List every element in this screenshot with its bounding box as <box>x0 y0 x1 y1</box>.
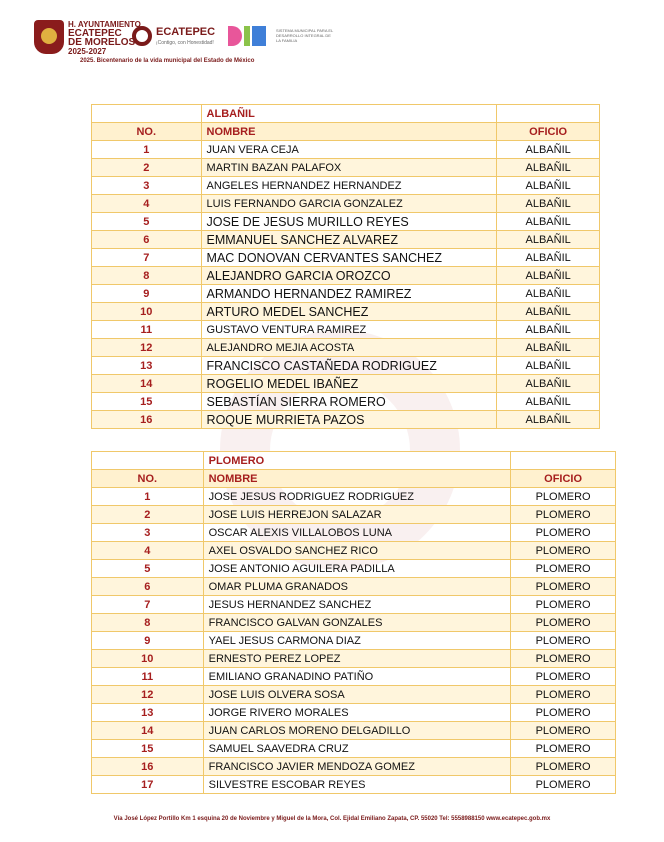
row-trade: PLOMERO <box>511 542 616 560</box>
table-row <box>92 393 600 411</box>
row-name: JOSE DE JESUS MURILLO REYES <box>201 213 497 231</box>
header-nombre: NOMBRE <box>203 470 511 488</box>
row-trade: ALBAÑIL <box>497 321 600 339</box>
row-number: 14 <box>92 375 202 393</box>
municipal-seal-icon <box>34 20 64 54</box>
row-trade: PLOMERO <box>511 704 616 722</box>
row-trade: PLOMERO <box>511 560 616 578</box>
row-number: 14 <box>92 722 204 740</box>
table-row <box>92 668 616 686</box>
table-row <box>92 159 600 177</box>
table-row <box>92 303 600 321</box>
row-name: SILVESTRE ESCOBAR REYES <box>203 776 511 794</box>
row-trade: PLOMERO <box>511 668 616 686</box>
row-number: 6 <box>92 231 202 249</box>
row-number: 9 <box>92 632 204 650</box>
row-name: ROGELIO MEDEL IBAÑEZ <box>201 375 497 393</box>
row-name: JOSE LUIS HERREJON SALAZAR <box>203 506 511 524</box>
row-trade: ALBAÑIL <box>497 249 600 267</box>
table-row <box>92 776 616 794</box>
row-trade: ALBAÑIL <box>497 303 600 321</box>
albanil-table <box>91 104 600 429</box>
row-number: 2 <box>92 506 204 524</box>
row-number: 8 <box>92 267 202 285</box>
row-number: 15 <box>92 740 204 758</box>
row-name: ERNESTO PEREZ LOPEZ <box>203 650 511 668</box>
table-row <box>92 614 616 632</box>
row-number: 7 <box>92 596 204 614</box>
bicentenario-banner: 2025. Bicentenario de la vida municipal del Estado de México <box>80 58 255 64</box>
row-name: ROQUE MURRIETA PAZOS <box>201 411 497 429</box>
row-number: 7 <box>92 249 202 267</box>
row-number: 4 <box>92 195 202 213</box>
row-name: EMMANUEL SANCHEZ ALVAREZ <box>201 231 497 249</box>
row-number: 15 <box>92 393 202 411</box>
table-row <box>92 686 616 704</box>
row-number: 8 <box>92 614 204 632</box>
table-title: PLOMERO <box>203 452 511 470</box>
row-name: JUAN VERA CEJA <box>201 141 497 159</box>
row-name: SEBASTÍAN SIERRA ROMERO <box>201 393 497 411</box>
row-trade: ALBAÑIL <box>497 393 600 411</box>
row-trade: ALBAÑIL <box>497 285 600 303</box>
header-no: NO. <box>92 123 202 141</box>
row-name: OSCAR ALEXIS VILLALOBOS LUNA <box>203 524 511 542</box>
row-number: 1 <box>92 141 202 159</box>
table-row <box>92 506 616 524</box>
dif-logo-icon <box>228 26 272 48</box>
table-row <box>92 542 616 560</box>
header-oficio: OFICIO <box>497 123 600 141</box>
row-trade: ALBAÑIL <box>497 213 600 231</box>
header-nombre: NOMBRE <box>201 123 497 141</box>
row-number: 17 <box>92 776 204 794</box>
row-trade: ALBAÑIL <box>497 411 600 429</box>
table-row <box>92 249 600 267</box>
row-name: FRANCISCO GALVAN GONZALES <box>203 614 511 632</box>
table-row <box>92 758 616 776</box>
letterhead <box>28 16 334 76</box>
row-number: 4 <box>92 542 204 560</box>
row-number: 13 <box>92 357 202 375</box>
row-trade: ALBAÑIL <box>497 357 600 375</box>
row-trade: ALBAÑIL <box>497 231 600 249</box>
table-row <box>92 560 616 578</box>
table-row <box>92 375 600 393</box>
row-number: 3 <box>92 524 204 542</box>
row-number: 2 <box>92 159 202 177</box>
table-row <box>92 321 600 339</box>
row-name: JOSE JESUS RODRIGUEZ RODRIGUEZ <box>203 488 511 506</box>
table-row <box>92 722 616 740</box>
row-number: 9 <box>92 285 202 303</box>
row-trade: PLOMERO <box>511 650 616 668</box>
table-row <box>92 285 600 303</box>
row-number: 10 <box>92 303 202 321</box>
header-oficio: OFICIO <box>511 470 616 488</box>
row-number: 11 <box>92 668 204 686</box>
table-row <box>92 339 600 357</box>
row-trade: PLOMERO <box>511 596 616 614</box>
row-name: MAC DONOVAN CERVANTES SANCHEZ <box>201 249 497 267</box>
row-name: YAEL JESUS CARMONA DIAZ <box>203 632 511 650</box>
row-trade: ALBAÑIL <box>497 267 600 285</box>
row-number: 1 <box>92 488 204 506</box>
ecatepec-logo: ECATEPEC ¡Contigo, con Honestidad! <box>156 26 216 46</box>
table-row <box>92 195 600 213</box>
table-row <box>92 411 600 429</box>
ayuntamiento-logo-text: H. AYUNTAMIENTO ECATEPEC DE MORELOS 2025-2027 <box>68 20 141 56</box>
row-trade: PLOMERO <box>511 776 616 794</box>
plomero-table <box>91 451 616 794</box>
row-trade: PLOMERO <box>511 506 616 524</box>
row-number: 11 <box>92 321 202 339</box>
row-name: JORGE RIVERO MORALES <box>203 704 511 722</box>
table-row <box>92 357 600 375</box>
table-header-row <box>92 123 600 141</box>
row-number: 10 <box>92 650 204 668</box>
table-row <box>92 650 616 668</box>
footer-address: Vía José López Portillo Km 1 esquina 20 de Noviembre y Miguel de la Mora, Col. Ejidal Emiliano Zapata, CP. 55020 Tel: 5558988150 www.ecatepec.gob.mx <box>113 816 551 822</box>
row-trade: PLOMERO <box>511 524 616 542</box>
row-name: ARMANDO HERNANDEZ RAMIREZ <box>201 285 497 303</box>
dif-description: SISTEMA MUNICIPAL PARA EL DESARROLLO INTEGRAL DE LA FAMILIA <box>276 28 334 43</box>
row-number: 12 <box>92 339 202 357</box>
row-trade: PLOMERO <box>511 578 616 596</box>
row-number: 13 <box>92 704 204 722</box>
row-name: JUAN CARLOS MORENO DELGADILLO <box>203 722 511 740</box>
row-name: ARTURO MEDEL SANCHEZ <box>201 303 497 321</box>
row-trade: ALBAÑIL <box>497 177 600 195</box>
row-name: ALEJANDRO GARCIA OROZCO <box>201 267 497 285</box>
row-trade: ALBAÑIL <box>497 195 600 213</box>
row-trade: PLOMERO <box>511 758 616 776</box>
row-trade: ALBAÑIL <box>497 159 600 177</box>
table-row <box>92 231 600 249</box>
row-number: 3 <box>92 177 202 195</box>
row-name: JOSE ANTONIO AGUILERA PADILLA <box>203 560 511 578</box>
table-row <box>92 177 600 195</box>
row-name: MARTIN BAZAN PALAFOX <box>201 159 497 177</box>
row-name: ALEJANDRO MEJIA ACOSTA <box>201 339 497 357</box>
row-name: SAMUEL SAAVEDRA CRUZ <box>203 740 511 758</box>
table-title-row <box>92 105 600 123</box>
row-number: 16 <box>92 411 202 429</box>
row-name: LUIS FERNANDO GARCIA GONZALEZ <box>201 195 497 213</box>
table-row <box>92 704 616 722</box>
table-row <box>92 524 616 542</box>
row-name: GUSTAVO VENTURA RAMIREZ <box>201 321 497 339</box>
row-trade: PLOMERO <box>511 722 616 740</box>
row-trade: ALBAÑIL <box>497 141 600 159</box>
row-trade: ALBAÑIL <box>497 375 600 393</box>
row-name: ANGELES HERNANDEZ HERNANDEZ <box>201 177 497 195</box>
row-name: FRANCISCO CASTAÑEDA RODRIGUEZ <box>201 357 497 375</box>
row-number: 5 <box>92 560 204 578</box>
table-row <box>92 267 600 285</box>
table-row <box>92 578 616 596</box>
header-no: NO. <box>92 470 204 488</box>
row-trade: PLOMERO <box>511 488 616 506</box>
table-title-row <box>92 452 616 470</box>
row-name: AXEL OSVALDO SANCHEZ RICO <box>203 542 511 560</box>
row-trade: ALBAÑIL <box>497 339 600 357</box>
row-name: JOSE LUIS OLVERA SOSA <box>203 686 511 704</box>
table-header-row <box>92 470 616 488</box>
row-trade: PLOMERO <box>511 740 616 758</box>
table-row <box>92 141 600 159</box>
row-name: EMILIANO GRANADINO PATIÑO <box>203 668 511 686</box>
row-trade: PLOMERO <box>511 632 616 650</box>
row-trade: PLOMERO <box>511 686 616 704</box>
table-row <box>92 488 616 506</box>
table-row <box>92 596 616 614</box>
row-name: OMAR PLUMA GRANADOS <box>203 578 511 596</box>
row-number: 12 <box>92 686 204 704</box>
row-trade: PLOMERO <box>511 614 616 632</box>
table-title: ALBAÑIL <box>201 105 497 123</box>
row-number: 5 <box>92 213 202 231</box>
table-row <box>92 632 616 650</box>
table-row <box>92 213 600 231</box>
ecatepec-gear-icon <box>132 26 152 46</box>
row-number: 6 <box>92 578 204 596</box>
row-name: FRANCISCO JAVIER MENDOZA GOMEZ <box>203 758 511 776</box>
row-name: JESUS HERNANDEZ SANCHEZ <box>203 596 511 614</box>
table-row <box>92 740 616 758</box>
row-number: 16 <box>92 758 204 776</box>
